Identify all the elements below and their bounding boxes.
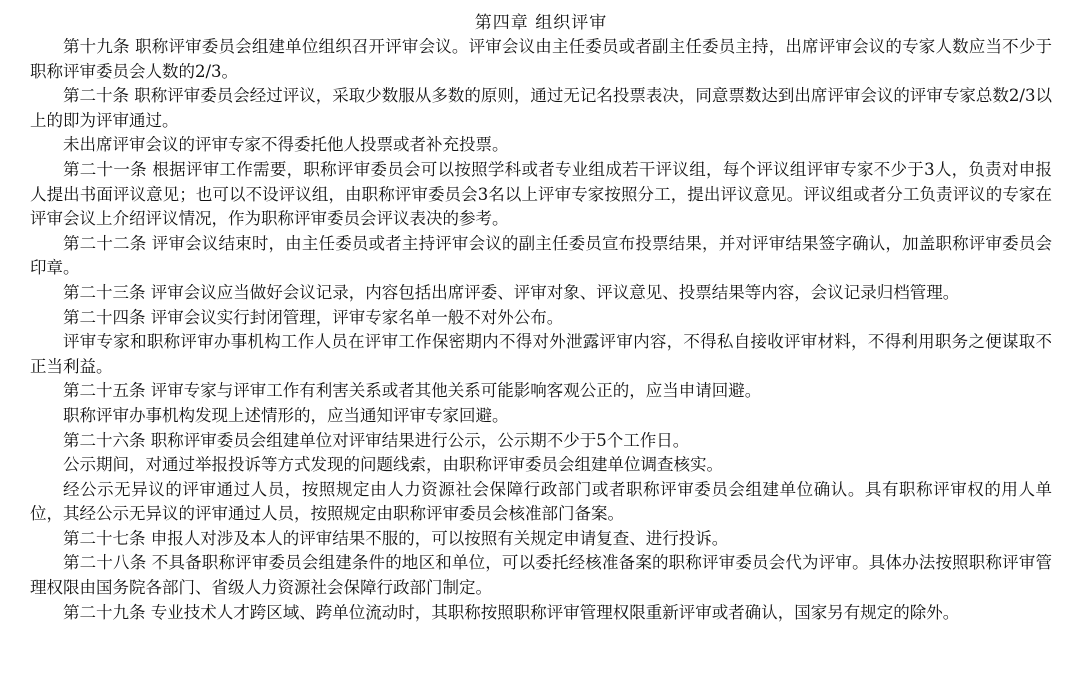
article-23: 第二十三条 评审会议应当做好会议记录，内容包括出席评委、评审对象、评议意见、投票结果等内容，会议记录归档管理。 bbox=[63, 282, 960, 302]
article-24-supplement: 评审专家和职称评审办事机构工作人员在评审工作保密期内不得对外泄露评审内容，不得私自接收评审材料，不得利用职务之便谋取不正当利益。 bbox=[30, 332, 1052, 376]
article-21: 第二十一条 根据评审工作需要，职称评审委员会可以按照学科或者专业组成若干评议组，每个评议组评审专家不少于3人，负责对申报人提出书面评议意见；也可以不设评议组，由职称评审委员会3名以上评审专家按照分工，提出评议意见。评议组或者分工负责评议的专家在评审会议上介绍评议情况，作为职称评审委员会评议表决的参考。 bbox=[30, 159, 1052, 229]
article-25: 第二十五条 评审专家与评审工作有利害关系或者其他关系可能影响客观公正的，应当申请回避。 bbox=[63, 381, 762, 401]
article-20-supplement: 未出席评审会议的评审专家不得委托他人投票或者补充投票。 bbox=[63, 135, 509, 155]
article-29: 第二十九条 专业技术人才跨区域、跨单位流动时，其职称按照职称评审管理权限重新评审或者确认，国家另有规定的除外。 bbox=[63, 602, 960, 622]
article-25-supplement: 职称评审办事机构发现上述情形的，应当通知评审专家回避。 bbox=[63, 405, 509, 425]
article-24: 第二十四条 评审会议实行封闭管理，评审专家名单一般不对外公布。 bbox=[63, 307, 564, 327]
article-20: 第二十条 职称评审委员会经过评议，采取少数服从多数的原则，通过无记名投票表决，同意票数达到出席评审会议的评审专家总数2/3以上的即为评审通过。 bbox=[30, 86, 1052, 130]
article-26-supplement-1: 公示期间，对通过举报投诉等方式发现的问题线索，由职称评审委员会组建单位调查核实。 bbox=[63, 455, 723, 475]
article-27: 第二十七条 申报人对涉及本人的评审结果不服的，可以按照有关规定申请复查、进行投诉。 bbox=[63, 528, 729, 548]
article-22: 第二十二条 评审会议结束时，由主任委员或者主持评审会议的副主任委员宣布投票结果，并对评审结果签字确认，加盖职称评审委员会印章。 bbox=[30, 233, 1052, 278]
article-26: 第二十六条 职称评审委员会组建单位对评审结果进行公示，公示期不少于5个工作日。 bbox=[63, 430, 690, 450]
chapter-title: 第四章 组织评审 bbox=[474, 13, 608, 33]
article-26-supplement-2: 经公示无异议的评审通过人员，按照规定由人力资源社会保障行政部门或者职称评审委员会组建单位确认。具有职称评审权的用人单位，其经公示无异议的评审通过人员，按照规定由职称评审委员会核准部门备案。 bbox=[30, 479, 1052, 524]
article-28: 第二十八条 不具备职称评审委员会组建条件的地区和单位，可以委托经核准备案的职称评审委员会代为评审。具体办法按照职称评审管理权限由国务院各部门、省级人力资源社会保障行政部门制定。 bbox=[30, 553, 1052, 598]
article-19: 第十九条 职称评审委员会组建单位组织召开评审会议。评审会议由主任委员或者副主任委员主持，出席评审会议的专家人数应当不少于职称评审委员会人数的2/3。 bbox=[30, 37, 1052, 81]
